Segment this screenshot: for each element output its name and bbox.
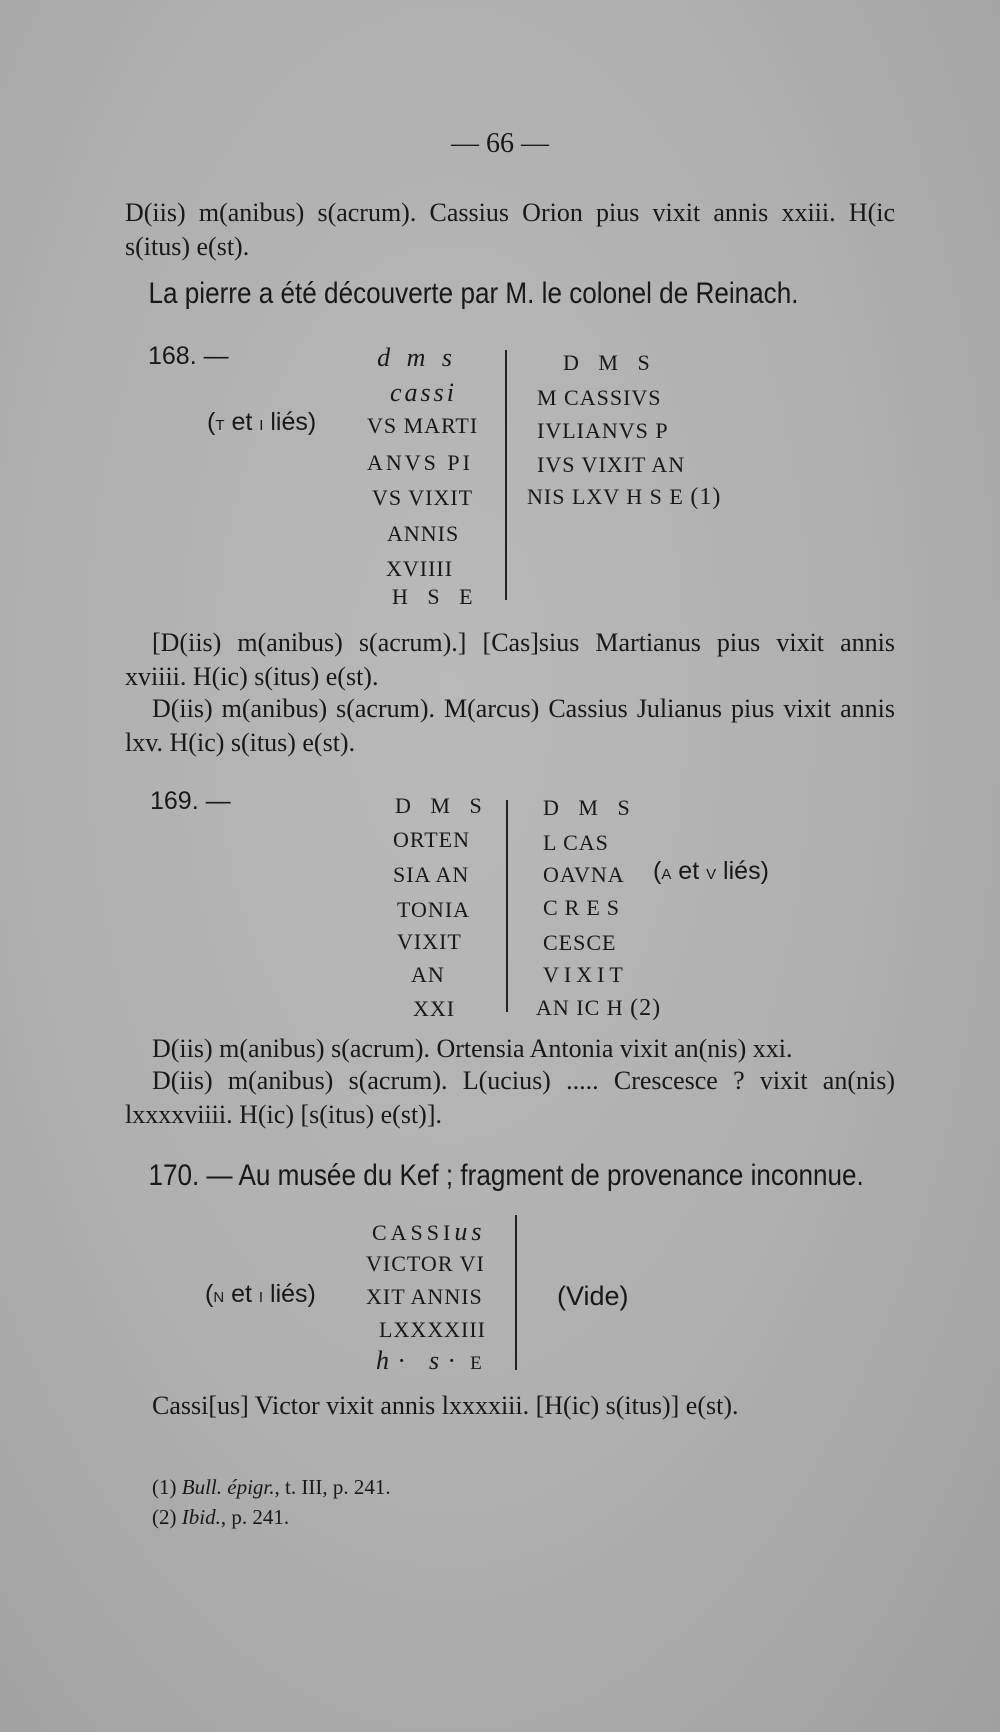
inscription-169-left-line: TONIA [397,897,471,922]
inscription-169-right-line: CRES [543,895,627,920]
inscription-169-left-line: AN [411,962,445,987]
inscription-168-number: 168. — [148,342,229,370]
inscription-168-left-line: d m s [377,343,457,372]
intro-translation: D(iis) m(anibus) s(acrum). Cassius Orion pius vixit annis xxiii. H(ic s(itus) e(st). [125,198,895,261]
inscription-169-left-line: ORTEN [393,827,471,852]
inscription-168-left-line: XVIIII [386,556,454,581]
inscription-170-divider [515,1215,517,1370]
inscription-168-left-line: ANVS PI [367,450,473,475]
inscription-170-translation: Cassi[us] Victor vixit annis lxxxxiii. [H(ic) s(itus)] e(st). [152,1391,739,1420]
inscription-168-translation-right: D(iis) m(anibus) s(acrum). M(arcus) Cassius Julianus pius vixit annis lxv. H(ic) s(itus) e(st). [125,694,895,757]
inscription-168-translation-left: [D(iis) m(anibus) s(acrum).] [Cas]sius Martianus pius vixit annis xviiii. H(ic) s(itus) e(st). [125,628,895,691]
inscription-168-divider [505,350,507,600]
inscription-170-line: LXXXXIII [379,1317,486,1342]
inscription-169-left-line: SIA AN [393,862,470,887]
inscription-170-ligature-note: (N et I liés) [205,1280,316,1308]
inscription-169-right-line: D M S [543,795,637,820]
inscription-168-left-line: H S E [392,584,480,609]
inscription-168-right-line: IVS VIXIT AN [537,452,686,477]
inscription-170-line: h· s· E [376,1346,483,1375]
inscription-168-right-line: D M S [563,350,657,375]
inscription-169-right-line: AN IC H (2) [536,995,662,1021]
footnote-2: (2) Ibid., p. 241. [152,1505,290,1529]
inscription-169-left-line: XXI [413,996,456,1021]
inscription-168-right-line: IVLIANVS P [537,418,669,443]
inscription-169-number: 169. — [150,787,231,815]
inscription-169-right-line: CESCE [543,930,617,955]
inscription-169-ligature-note: (A et V liés) [653,857,769,885]
inscription-168-ligature-note: (T et I liés) [207,408,317,436]
inscription-169-right-line: OAVNA [543,862,625,887]
inscription-168-right-line: NIS LXV H S E (1) [527,484,722,510]
inscription-168-left-line: cassi [390,378,457,407]
inscription-168-right-line: M CASSIVS [537,385,662,410]
inscription-170-empty-side: (Vide) [557,1281,629,1311]
inscription-169-left-line: D M S [395,793,489,818]
footnote-1: (1) Bull. épigr., t. III, p. 241. [152,1475,391,1499]
inscription-169-translation-left: D(iis) m(anibus) s(acrum). Ortensia Antonia vixit an(nis) xxi. [152,1034,793,1063]
inscription-168-left-line: VS VIXIT [372,485,474,510]
footnote-ref-2: (2) [630,995,662,1021]
inscription-169-left-line: VIXIT [397,929,462,954]
inscription-170-line: VICTOR VI [366,1251,485,1276]
inscription-169-right-line: L CAS [543,830,609,855]
inscription-170-heading: 170. — Au musée du Kef ; fragment de provenance inconnue. [148,1159,864,1192]
footnote-ref-1: (1) [690,484,722,510]
intro-discovery: La pierre a été découverte par M. le colonel de Reinach. [148,277,799,310]
inscription-170-line: XIT ANNIS [366,1284,483,1309]
page-number: — 66 — [451,128,549,159]
inscription-169-translation-right: D(iis) m(anibus) s(acrum). L(ucius) ..... Crescesce ? vixit an(nis) lxxxxviiii. H(ic) [s(itus) e(st)]. [125,1066,895,1129]
inscription-169-right-line: VIXIT [543,962,628,987]
inscription-170-line: CASSIus [372,1217,486,1246]
inscription-168-left-line: VS MARTI [367,413,479,438]
inscription-168-left-line: ANNIS [387,521,460,546]
inscription-169-divider [506,800,508,1012]
